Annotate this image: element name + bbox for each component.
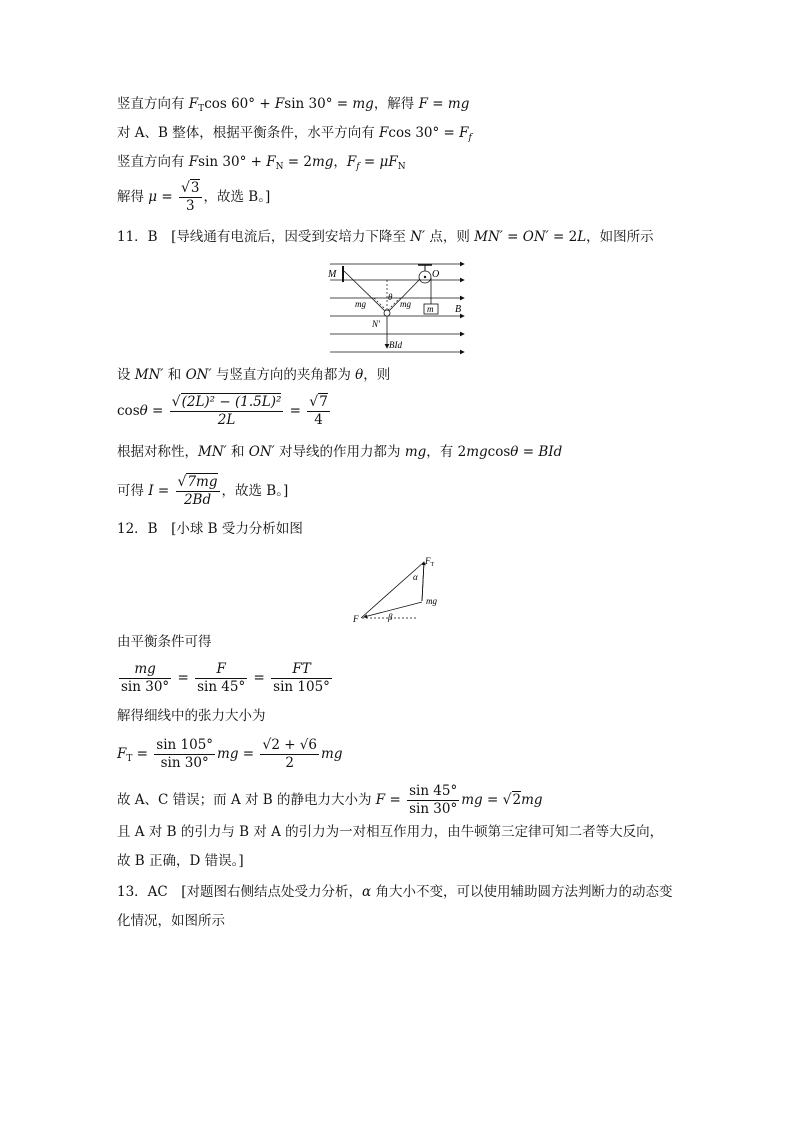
line-cos-theta: cosθ = $\frac{\text{√(2L)² − (1.5L)²}}{2L}$ = $\frac{√7}{4}$ — [117, 394, 328, 428]
label-mg-left: mg — [355, 299, 366, 309]
figure-11-ampere-force — [326, 258, 468, 358]
label-F: F — [353, 614, 359, 624]
line-vertical-balance-1: 竖直方向有 $F_T\cos$ 60° + Fsin 30° = mg，解得 F = mg — [117, 96, 470, 114]
line-balance-condition: 由平衡条件可得 — [117, 634, 212, 650]
line-symmetry: 根据对称性，MN′ 和 ON′ 对导线的作用力都为 mg，有 2mgcosθ = BId — [117, 444, 563, 460]
label-O: O — [432, 269, 440, 280]
line-tension-value: $F_T$ = $\frac{\sin 105^\circ}{\sin 30^\circ}$ mg = $\frac{√2 + √6}{2}$ mg — [117, 737, 343, 771]
label-M: M — [328, 269, 337, 280]
label-BId: BId — [389, 340, 402, 350]
line-dynamic-change: 化情况，如图所示 — [117, 913, 225, 929]
label-mg: mg — [426, 596, 437, 606]
label-N-prime: N′ — [372, 319, 380, 329]
question-12: 12．B [小球 B 受力分析如图 — [117, 521, 303, 537]
label-mg-right: mg — [400, 299, 411, 309]
question-11: 11．B [导线通有电流后，因受到安培力下降至 N′ 点，则 MN′ = ON′ = 2L，如图所示 — [117, 229, 654, 245]
label-beta: β — [388, 612, 393, 622]
line-newton-third-law: 且 A 对 B 的引力与 B 对 A 的引力为一对相互作用力，由牛顿第三定律可知二者等大反向， — [117, 824, 664, 840]
label-FT: $F_T$ — [425, 556, 435, 568]
line-vertical-balance-2: 竖直方向有 Fsin $30^\circ + F_N = 2mg$，$F_f = \mu F_N$ — [117, 154, 406, 172]
line-solve-current: 可得 I = $\frac{√7mg}{2Bd}$ ，故选 B。] — [117, 474, 289, 508]
line-tension-intro: 解得细线中的张力大小为 — [117, 708, 266, 724]
line-set-angle: 设 MN′ 和 ON′ 与竖直方向的夹角都为 θ，则 — [117, 367, 391, 383]
line-conclusion-12: 故 B 正确，D 错误。] — [117, 853, 244, 869]
label-m: m — [427, 304, 434, 314]
label-theta: θ — [388, 292, 393, 302]
line-solve-mu: 解得 μ = $\frac{√3}{3}$ ，故选 B。] — [117, 180, 271, 214]
label-alpha: α — [413, 572, 418, 582]
line-horizontal-balance: 对 A、B 整体，根据平衡条件，水平方向有 Fcos $30^\circ = F_f$ — [117, 125, 472, 143]
label-B: B — [455, 304, 462, 315]
line-sine-rule: $\frac{mg}{\sin 30^\circ}$ = $\frac{F}{\sin 45^\circ}$ = $\frac{FT}{\sin 105^\circ}$ — [121, 661, 330, 695]
line-electrostatic-force: 故 A、C 错误；而 A 对 B 的静电力大小为 F = $\frac{\sin 45^\circ}{\sin 30^\circ}$ mg = √2mg — [117, 783, 543, 817]
figure-12-force-triangle — [350, 552, 450, 626]
question-13: 13．AC [对题图右侧结点处受力分析，α 角大小不变，可以使用辅助圆方法判断力的动态变 — [117, 884, 673, 900]
